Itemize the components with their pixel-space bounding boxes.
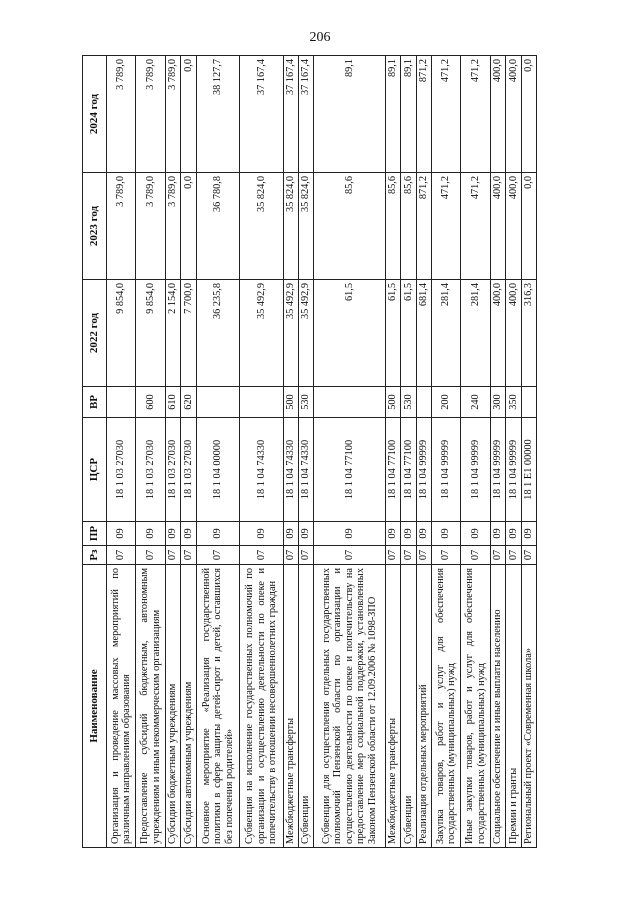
row-2023: 35 824,0: [298, 173, 313, 280]
row-name: Межбюджетные трансферты: [386, 565, 401, 848]
row-pr: 09: [432, 522, 461, 546]
row-vr: 200: [432, 387, 461, 418]
row-2023: 35 824,0: [240, 173, 284, 280]
row-vr: 600: [136, 387, 165, 418]
row-vr: 300: [490, 387, 505, 418]
table-row: [386, 56, 401, 848]
row-2022: 35 492,9: [240, 280, 284, 387]
header-2023: 2023 год: [83, 173, 107, 280]
row-csr: 18 1 04 00000: [196, 418, 240, 522]
row-csr: 18 1 03 27030: [136, 418, 165, 522]
row-2022: 681,4: [416, 280, 431, 387]
row-rz: 07: [506, 546, 521, 565]
row-2022: 281,4: [461, 280, 490, 387]
page-number: 206: [309, 30, 331, 45]
row-name: Организация и проведение массовых мероприятий по различным направлениям образования: [107, 565, 136, 848]
row-pr: 09: [401, 522, 416, 546]
row-2023: 0,0: [521, 173, 536, 280]
table-row: [314, 56, 386, 848]
row-2023: 85,6: [401, 173, 416, 280]
table-row: [240, 56, 284, 848]
row-pr: 09: [181, 522, 196, 546]
row-vr: [107, 387, 136, 418]
row-2023: 0,0: [181, 173, 196, 280]
table-row: [432, 56, 461, 848]
row-2023: 3 789,0: [107, 173, 136, 280]
row-csr: 18 1 04 77100: [401, 418, 416, 522]
row-2022: 2 154,0: [165, 280, 180, 387]
row-name: Субсидии автономным учреждениям: [181, 565, 196, 848]
table-row: [165, 56, 180, 848]
row-vr: 500: [283, 387, 298, 418]
table-row: [490, 56, 505, 848]
row-rz: 07: [181, 546, 196, 565]
row-csr: 18 1 04 74330: [298, 418, 313, 522]
header-2024: 2024 год: [83, 56, 107, 173]
row-vr: [196, 387, 240, 418]
table-row: [506, 56, 521, 848]
row-rz: 07: [136, 546, 165, 565]
table-row: [136, 56, 165, 848]
row-csr: 18 1 04 74330: [240, 418, 284, 522]
row-2024: 89,1: [314, 56, 386, 173]
table-row: [298, 56, 313, 848]
row-csr: 18 1 04 99999: [461, 418, 490, 522]
row-csr: 18 1 03 27030: [107, 418, 136, 522]
row-2024: 400,0: [490, 56, 505, 173]
row-csr: 18 1 Е1 00000: [521, 418, 536, 522]
row-2022: 35 492,9: [283, 280, 298, 387]
row-2022: 35 492,9: [298, 280, 313, 387]
row-pr: 09: [165, 522, 180, 546]
row-rz: 07: [314, 546, 386, 565]
row-vr: [314, 387, 386, 418]
row-rz: 07: [165, 546, 180, 565]
row-2023: 85,6: [314, 173, 386, 280]
row-pr: 09: [386, 522, 401, 546]
row-2024: 38 127,7: [196, 56, 240, 173]
row-2024: 0,0: [521, 56, 536, 173]
row-csr: 18 1 04 77100: [386, 418, 401, 522]
row-2022: 61,5: [401, 280, 416, 387]
row-2024: 471,2: [432, 56, 461, 173]
row-2022: 7 700,0: [181, 280, 196, 387]
row-csr: 18 1 04 99999: [416, 418, 431, 522]
row-2023: 871,2: [416, 173, 431, 280]
row-2024: 37 167,4: [298, 56, 313, 173]
row-pr: 09: [314, 522, 386, 546]
row-vr: 500: [386, 387, 401, 418]
row-rz: 07: [298, 546, 313, 565]
header-rz: Рз: [83, 546, 107, 565]
row-pr: 09: [107, 522, 136, 546]
row-vr: 350: [506, 387, 521, 418]
row-vr: 240: [461, 387, 490, 418]
row-pr: 09: [490, 522, 505, 546]
row-name: Субвенция на исполнение государственных полномочий по организации и осуществлению деятельности по опеке и попечительству в отношении несовершеннолетних граждан: [240, 565, 284, 848]
table-row: [181, 56, 196, 848]
row-2024: 37 167,4: [283, 56, 298, 173]
row-vr: 530: [298, 387, 313, 418]
row-name: Региональный проект «Современная школа»: [521, 565, 536, 848]
table-row: [401, 56, 416, 848]
row-2022: 61,5: [386, 280, 401, 387]
row-2022: 400,0: [490, 280, 505, 387]
row-2023: 3 789,0: [165, 173, 180, 280]
row-name: Премии и гранты: [506, 565, 521, 848]
row-csr: 18 1 04 77100: [314, 418, 386, 522]
row-vr: [240, 387, 284, 418]
row-pr: 09: [521, 522, 536, 546]
row-vr: [416, 387, 431, 418]
row-vr: 610: [165, 387, 180, 418]
row-vr: 530: [401, 387, 416, 418]
row-pr: 09: [506, 522, 521, 546]
row-pr: 09: [461, 522, 490, 546]
row-rz: 07: [521, 546, 536, 565]
row-2023: 35 824,0: [283, 173, 298, 280]
row-name: Реализация отдельных мероприятий: [416, 565, 431, 848]
row-name: Субсидии бюджетным учреждениям: [165, 565, 180, 848]
table-row: [416, 56, 431, 848]
row-pr: 09: [136, 522, 165, 546]
table-row: [283, 56, 298, 848]
row-2022: 9 854,0: [107, 280, 136, 387]
row-rz: 07: [401, 546, 416, 565]
row-2022: 61,5: [314, 280, 386, 387]
header-name: Наименование: [83, 565, 107, 848]
row-rz: 07: [461, 546, 490, 565]
budget-table: [82, 55, 537, 848]
row-2024: 400,0: [506, 56, 521, 173]
row-pr: 09: [240, 522, 284, 546]
row-csr: 18 1 03 27030: [165, 418, 180, 522]
row-rz: 07: [107, 546, 136, 565]
row-pr: 09: [283, 522, 298, 546]
row-2023: 36 780,8: [196, 173, 240, 280]
header-vr: ВР: [83, 387, 107, 418]
row-csr: 18 1 04 74330: [283, 418, 298, 522]
row-rz: 07: [196, 546, 240, 565]
row-2022: 36 235,8: [196, 280, 240, 387]
row-2023: 400,0: [506, 173, 521, 280]
row-2024: 89,1: [401, 56, 416, 173]
row-csr: 18 1 04 99999: [506, 418, 521, 522]
row-pr: 09: [196, 522, 240, 546]
row-name: Закупка товаров, работ и услуг для обеспечения государственных (муниципальных) нужд: [432, 565, 461, 848]
row-name: Межбюджетные трансферты: [283, 565, 298, 848]
row-2022: 400,0: [506, 280, 521, 387]
row-csr: 18 1 04 99999: [432, 418, 461, 522]
row-csr: 18 1 04 99999: [490, 418, 505, 522]
row-rz: 07: [283, 546, 298, 565]
row-2024: 3 789,0: [136, 56, 165, 173]
row-2023: 3 789,0: [136, 173, 165, 280]
row-name: Предоставление субсидий бюджетным, автономным учреждениям и иным некоммерческим организациям: [136, 565, 165, 848]
header-2022: 2022 год: [83, 280, 107, 387]
row-rz: 07: [240, 546, 284, 565]
table-row: [521, 56, 536, 848]
row-2024: 471,2: [461, 56, 490, 173]
row-vr: [521, 387, 536, 418]
table-row: [461, 56, 490, 848]
header-pr: ПР: [83, 522, 107, 546]
row-2022: 9 854,0: [136, 280, 165, 387]
row-name: Субвенции: [298, 565, 313, 848]
row-rz: 07: [432, 546, 461, 565]
row-2024: 3 789,0: [107, 56, 136, 173]
row-name: Иные закупки товаров, работ и услуг для обеспечения государственных (муниципальных) нужд: [461, 565, 490, 848]
row-name: Субвенции: [401, 565, 416, 848]
rotated-table-container: [82, 56, 537, 848]
row-2024: 871,2: [416, 56, 431, 173]
table-row: [196, 56, 240, 848]
row-pr: 09: [416, 522, 431, 546]
row-2023: 471,2: [432, 173, 461, 280]
table-row: [107, 56, 136, 848]
row-2022: 316,3: [521, 280, 536, 387]
row-csr: 18 1 03 27030: [181, 418, 196, 522]
row-vr: 620: [181, 387, 196, 418]
table-header-row: [83, 56, 107, 848]
header-csr: ЦСР: [83, 418, 107, 522]
row-rz: 07: [386, 546, 401, 565]
row-2024: 89,1: [386, 56, 401, 173]
row-2023: 400,0: [490, 173, 505, 280]
row-name: Основное мероприятие «Реализация государственной политики в сфере защиты детей-сирот и детей, оставшихся без попечения родителей»: [196, 565, 240, 848]
row-2024: 37 167,4: [240, 56, 284, 173]
row-2024: 3 789,0: [165, 56, 180, 173]
row-2023: 471,2: [461, 173, 490, 280]
row-name: Социальное обеспечение и иные выплаты населению: [490, 565, 505, 848]
row-2022: 281,4: [432, 280, 461, 387]
row-2023: 85,6: [386, 173, 401, 280]
row-pr: 09: [298, 522, 313, 546]
row-rz: 07: [490, 546, 505, 565]
row-name: Субвенции для осуществления отдельных государственных полномочий Пензенской области по организации и осуществлению деятельности по опеке и попечительству на предоставление мер социальной поддержки, установленных Законом Пензенской области от 12.09.2006 № 1098-ЗПО: [314, 565, 386, 848]
row-rz: 07: [416, 546, 431, 565]
row-2024: 0,0: [181, 56, 196, 173]
